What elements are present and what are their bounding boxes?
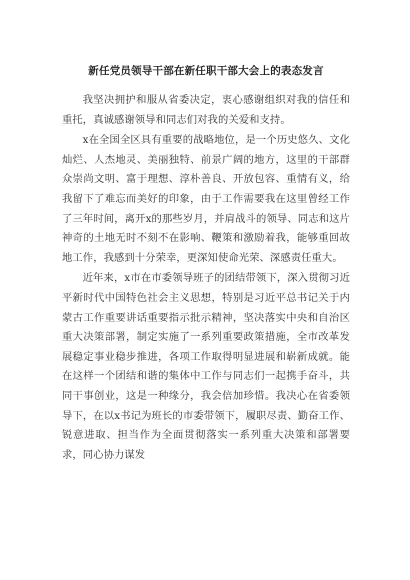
paragraph-1: 我坚决拥护和服从省委决定，衷心感谢组织对我的信任和重托，真诚感谢领导和同志们对我的关爱和支持。 [62,94,350,126]
paragraph-2: x在全国全区具有重要的战略地位，是一个历史悠久、文化灿烂、人杰地灵、美丽独特、前景广阔的地方，这里的干部群众崇尚文明、富于理想、淳朴善良、开放包容、重情有义，给我留下了难忘而美好的印象，由于工作需要我在这里曾经工作了三年时间，离开x的那些岁月，并肩战斗的领导、同志和这片神奇的土地无时不刻不在影响、鞭策和激励着我，能够重回故地工作，我感到十分荣幸，更深知使命光荣、深感责任重大。 [62,134,350,264]
document-title: 新任党员领导干部在新任职干部大会上的表态发言 [88,65,324,77]
paragraph-3: 近年来，x市在市委领导班子的团结带领下，深入贯彻习近平新时代中国特色社会主义思想，特别是习近平总书记关于内蒙古工作重要讲话重要指示批示精神，坚决落实中央和自治区重大决策部署，制定实施了一系列重要政策措施，全市改革发展稳定事业稳步推进，各项工作取得明显进展和崭新成就。能在这样一个团结和谐的集体中工作与同志们一起携手奋斗，共同干事创业，这是一种缘分，我会倍加珍惜。我决心在省委领导下，在以x书记为班长的市委带领下，履职尽责、勤奋工作、锐意进取、担当作为全面贯彻落实一系列重大决策和部署要求，同心协力谋发 [62,272,350,461]
